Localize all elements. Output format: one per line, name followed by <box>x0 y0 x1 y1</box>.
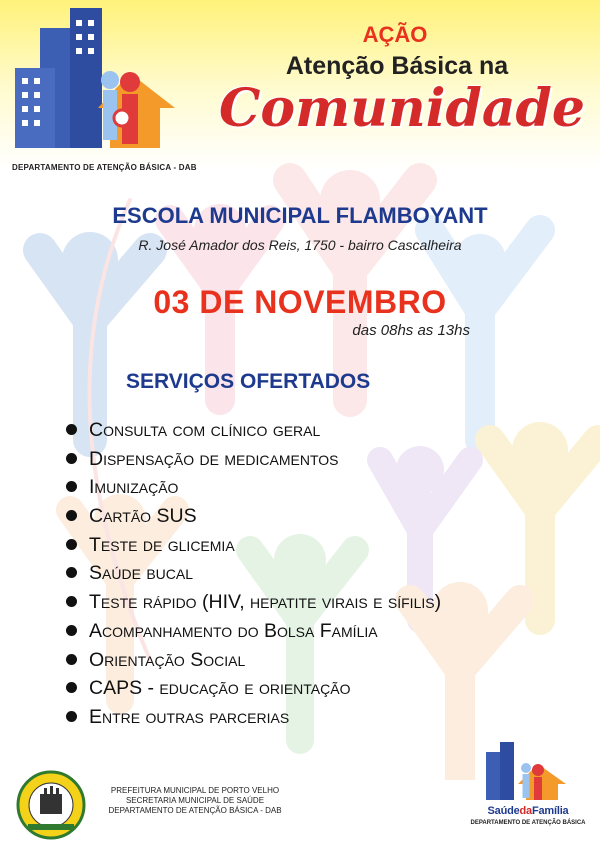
event-date: 03 DE NOVEMBRO <box>153 284 447 320</box>
saude-da-familia-caption: DEPARTAMENTO DE ATENÇÃO BÁSICA <box>470 820 586 826</box>
bullet-icon <box>66 424 77 435</box>
list-item: Cartão SUS <box>66 502 441 531</box>
list-item: Teste rápido (HIV, hepatite virais e sífilis) <box>66 588 441 617</box>
list-item: Teste de glicemia <box>66 531 441 560</box>
bullet-icon <box>66 625 77 636</box>
saude-da-familia-title: SaúdedaFamília <box>487 805 569 817</box>
school-address: R. José Amador dos Reis, 1750 - bairro Cascalheira <box>138 237 462 253</box>
bullet-icon <box>66 453 77 464</box>
comunidade-heading: Comunidade <box>219 78 585 139</box>
list-item: CAPS - educação e orientação <box>66 674 441 703</box>
list-item: Entre outras parcerias <box>66 703 441 732</box>
atencao-heading: Atenção Básica na <box>285 52 509 80</box>
list-item: Imunização <box>66 473 441 502</box>
services-list <box>66 416 441 732</box>
list-item: Orientação Social <box>66 646 441 675</box>
bullet-icon <box>66 711 77 722</box>
footer-line-3: DEPARTAMENTO DE ATENÇÃO BÁSICA - DAB <box>108 806 282 815</box>
bullet-icon <box>66 682 77 693</box>
footer-institution <box>80 786 310 816</box>
bullet-icon <box>66 596 77 607</box>
dab-logo <box>10 8 200 158</box>
list-item: Dispensação de medicamentos <box>66 445 441 474</box>
list-item: Acompanhamento do Bolsa Família <box>66 617 441 646</box>
bullet-icon <box>66 539 77 550</box>
dab-caption: DEPARTAMENTO DE ATENÇÃO BÁSICA - DAB <box>12 163 197 172</box>
event-hours: das 08hs as 13hs <box>352 322 470 339</box>
footer-line-2: SECRETARIA MUNICIPAL DE SAÚDE <box>125 796 265 805</box>
list-item: Consulta com clínico geral <box>66 416 441 445</box>
bullet-icon <box>66 654 77 665</box>
bullet-icon <box>66 481 77 492</box>
footer-line-1: PREFEITURA MUNICIPAL DE PORTO VELHO <box>110 786 280 795</box>
bullet-icon <box>66 510 77 521</box>
porto-velho-seal-icon <box>16 770 86 840</box>
school-name: ESCOLA MUNICIPAL FLAMBOYANT <box>112 203 488 228</box>
list-item: Saúde bucal <box>66 559 441 588</box>
saude-da-familia-logo <box>478 742 578 804</box>
acao-heading: AÇÃO <box>362 22 428 47</box>
bullet-icon <box>66 567 77 578</box>
services-title: SERVIÇOS OFERTADOS <box>126 370 371 393</box>
